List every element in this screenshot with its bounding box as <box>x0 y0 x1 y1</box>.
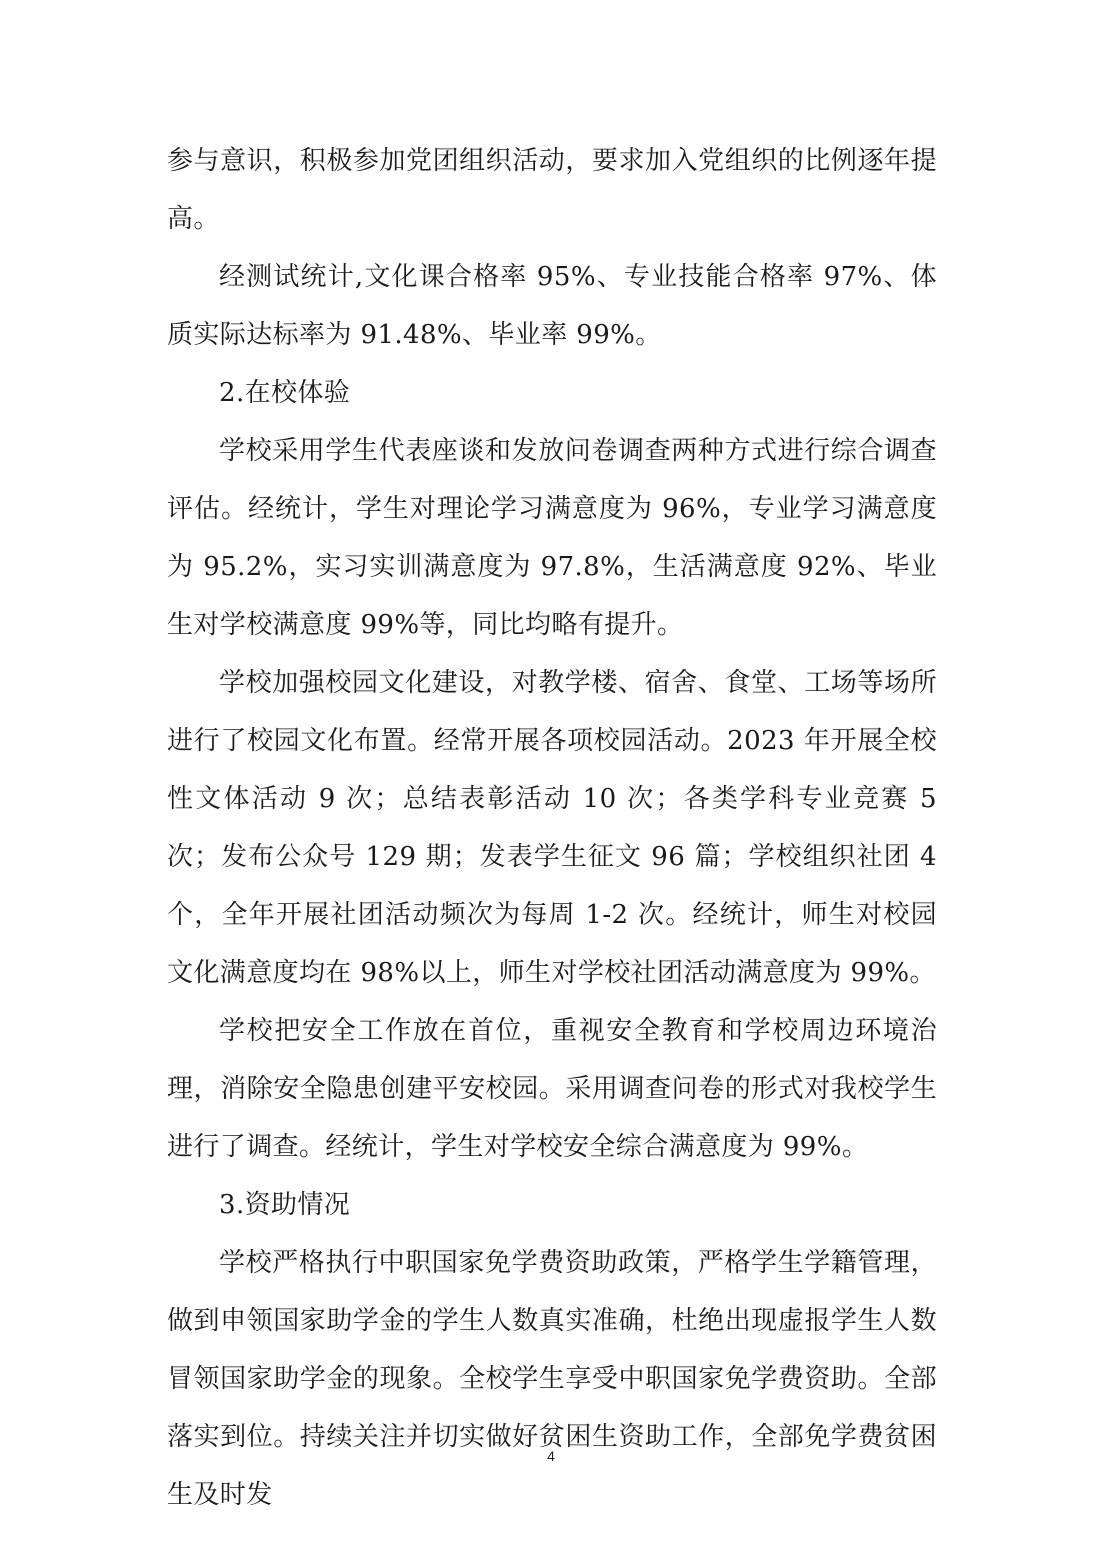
paragraph-test-statistics: 经测试统计,文化课合格率 95%、专业技能合格率 97%、体质实际达标率为 91.48%、毕业率 99%。 <box>167 262 937 350</box>
section-heading-financial-aid: 3.资助情况 <box>219 1190 351 1220</box>
paragraph-financial-aid: 学校严格执行中职国家免学费资助政策，严格学生学籍管理，做到申领国家助学金的学生人数真实准确，杜绝出现虚报学生人数冒领国家助学金的现象。全校学生享受中职国家免学费资助。全部落实到位。持续关注并切实做好贫困生资助工作，全部免学费贫困生及时发 <box>167 1248 937 1510</box>
page-number: 4 <box>547 1448 555 1464</box>
body-text <box>167 132 937 1524</box>
section-heading-campus-experience: 2.在校体验 <box>219 378 351 408</box>
paragraph-satisfaction-survey: 学校采用学生代表座谈和发放问卷调查两种方式进行综合调查评估。经统计，学生对理论学习满意度为 96%，专业学习满意度为 95.2%，实习实训满意度为 97.8%，生活满意度 92%、毕业生对学校满意度 99%等，同比均略有提升。 <box>167 436 937 640</box>
paragraph-campus-culture: 学校加强校园文化建设，对教学楼、宿舍、食堂、工场等场所进行了校园文化布置。经常开展各项校园活动。2023 年开展全校性文体活动 9 次；总结表彰活动 10 次；各类学科专业竞赛 5 次；发布公众号 129 期；发表学生征文 96 篇；学校组织社团 4 个，全年开展社团活动频次为每周 1-2 次。经统计，师生对校园文化满意度均在 98%以上，师生对学校社团活动满意度为 99%。 <box>167 668 937 988</box>
paragraph-continuation: 参与意识，积极参加党团组织活动，要求加入党组织的比例逐年提高。 <box>167 146 937 234</box>
paragraph-campus-safety: 学校把安全工作放在首位，重视安全教育和学校周边环境治理，消除安全隐患创建平安校园。采用调查问卷的形式对我校学生进行了调查。经统计，学生对学校安全综合满意度为 99%。 <box>167 1016 937 1162</box>
